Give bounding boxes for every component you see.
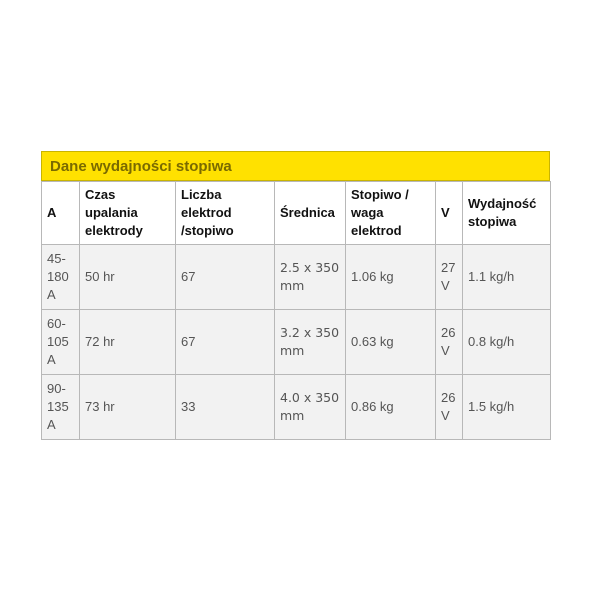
header-voltage: V — [436, 182, 463, 245]
cell-deposition-rate: 1.1 kg/h — [463, 245, 551, 310]
header-burn-time: Czas upalania elektrody — [80, 182, 176, 245]
header-weld-weight-ratio: Stopiwo / waga elektrod — [346, 182, 436, 245]
performance-table-panel — [41, 151, 550, 440]
header-diameter: Średnica — [275, 182, 346, 245]
cell-weld-weight-ratio: 1.06 kg — [346, 245, 436, 310]
table-row — [42, 245, 551, 310]
header-deposition-rate: Wydajność stopiwa — [463, 182, 551, 245]
cell-diameter: 4.0 x 350 mm — [275, 375, 346, 440]
cell-weld-weight-ratio: 0.86 kg — [346, 375, 436, 440]
cell-voltage: 26 V — [436, 310, 463, 375]
cell-diameter: 3.2 x 350 mm — [275, 310, 346, 375]
cell-amperage: 60-105 A — [42, 310, 80, 375]
header-amperage: A — [42, 182, 80, 245]
header-electrode-count: Liczba elektrod /stopiwo — [176, 182, 275, 245]
table-row — [42, 375, 551, 440]
cell-burn-time: 72 hr — [80, 310, 176, 375]
cell-electrode-count: 33 — [176, 375, 275, 440]
performance-table — [41, 181, 551, 440]
cell-voltage: 26 V — [436, 375, 463, 440]
cell-amperage: 45-180 A — [42, 245, 80, 310]
cell-weld-weight-ratio: 0.63 kg — [346, 310, 436, 375]
cell-deposition-rate: 1.5 kg/h — [463, 375, 551, 440]
table-title: Dane wydajności stopiwa — [41, 151, 550, 181]
cell-burn-time: 73 hr — [80, 375, 176, 440]
header-row — [42, 182, 551, 245]
cell-diameter: 2.5 x 350 mm — [275, 245, 346, 310]
cell-electrode-count: 67 — [176, 245, 275, 310]
cell-voltage: 27 V — [436, 245, 463, 310]
cell-deposition-rate: 0.8 kg/h — [463, 310, 551, 375]
cell-electrode-count: 67 — [176, 310, 275, 375]
table-row — [42, 310, 551, 375]
cell-burn-time: 50 hr — [80, 245, 176, 310]
cell-amperage: 90-135 A — [42, 375, 80, 440]
